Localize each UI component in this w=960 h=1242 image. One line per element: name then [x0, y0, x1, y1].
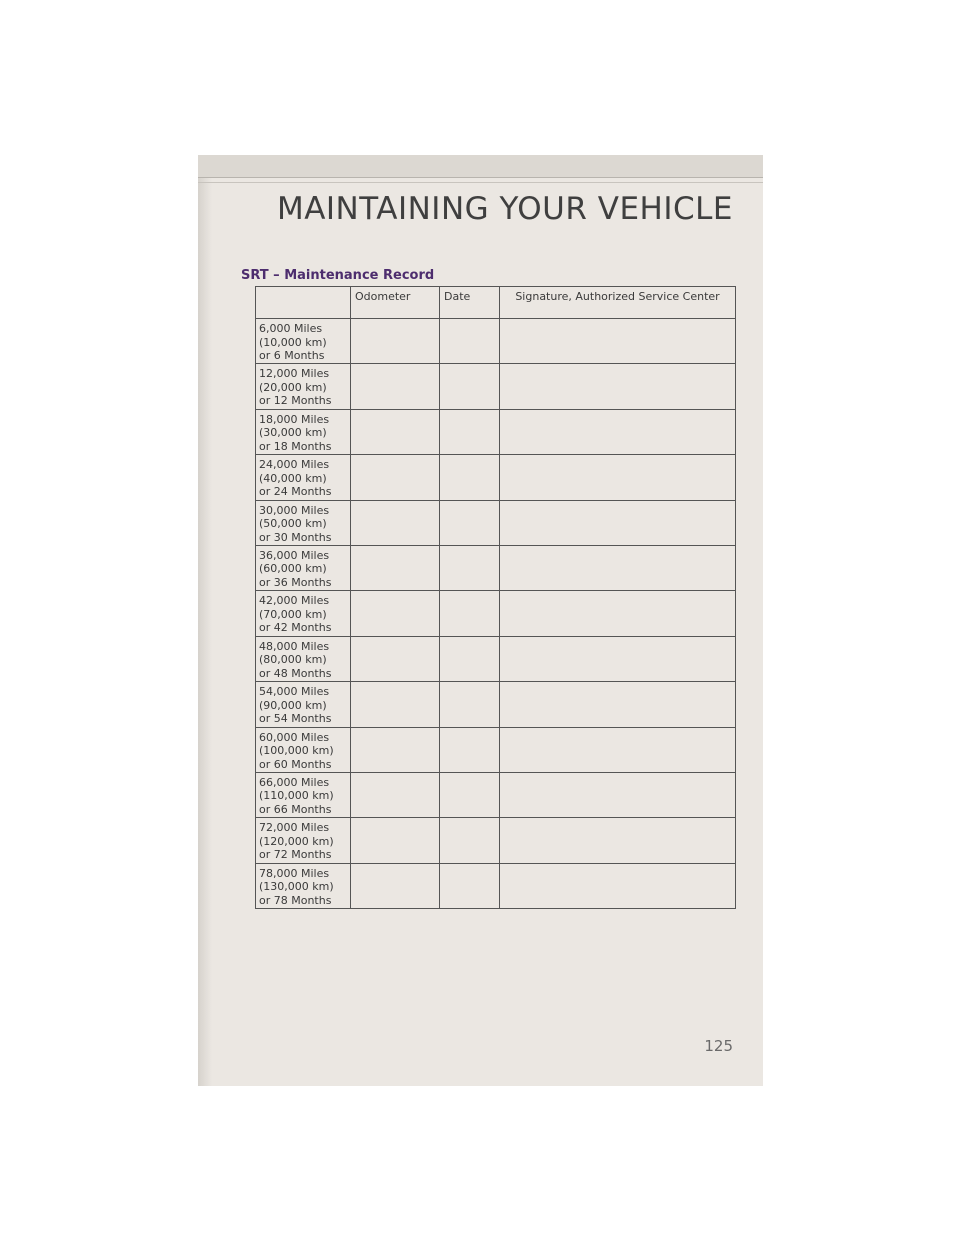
odometer-entry-cell[interactable]: [351, 455, 440, 500]
date-entry-cell[interactable]: [440, 500, 500, 545]
odometer-entry-cell[interactable]: [351, 319, 440, 364]
interval-cell: 24,000 Miles (40,000 km) or 24 Months: [256, 455, 351, 500]
table-row: [256, 319, 736, 364]
date-entry-cell[interactable]: [440, 455, 500, 500]
signature-entry-cell[interactable]: [500, 364, 736, 409]
odometer-entry-cell[interactable]: [351, 772, 440, 817]
table-row: [256, 409, 736, 454]
table-row: [256, 591, 736, 636]
odometer-entry-cell[interactable]: [351, 636, 440, 681]
signature-entry-cell[interactable]: [500, 455, 736, 500]
interval-cell: 72,000 Miles (120,000 km) or 72 Months: [256, 818, 351, 863]
odometer-entry-cell[interactable]: [351, 863, 440, 908]
table-row: [256, 500, 736, 545]
header-band: [198, 155, 763, 177]
signature-entry-cell[interactable]: [500, 682, 736, 727]
table-row: [256, 545, 736, 590]
date-entry-cell[interactable]: [440, 682, 500, 727]
table-row: [256, 727, 736, 772]
signature-entry-cell[interactable]: [500, 409, 736, 454]
table-row: [256, 455, 736, 500]
date-column-header: Date: [440, 287, 500, 319]
page-edge-shadow: [198, 155, 212, 1086]
maintenance-record-table: [255, 286, 736, 909]
interval-cell: 12,000 Miles (20,000 km) or 12 Months: [256, 364, 351, 409]
header-rule-bottom: [198, 182, 763, 183]
date-entry-cell[interactable]: [440, 863, 500, 908]
interval-cell: 6,000 Miles (10,000 km) or 6 Months: [256, 319, 351, 364]
interval-cell: 42,000 Miles (70,000 km) or 42 Months: [256, 591, 351, 636]
date-entry-cell[interactable]: [440, 364, 500, 409]
interval-cell: 60,000 Miles (100,000 km) or 60 Months: [256, 727, 351, 772]
interval-cell: 54,000 Miles (90,000 km) or 54 Months: [256, 682, 351, 727]
section-title: MAINTAINING YOUR VEHICLE: [276, 191, 733, 227]
date-entry-cell[interactable]: [440, 591, 500, 636]
date-entry-cell[interactable]: [440, 319, 500, 364]
signature-entry-cell[interactable]: [500, 863, 736, 908]
date-entry-cell[interactable]: [440, 818, 500, 863]
table-row: [256, 682, 736, 727]
signature-column-header: Signature, Authorized Service Center: [500, 287, 736, 319]
odometer-entry-cell[interactable]: [351, 727, 440, 772]
table-row: [256, 772, 736, 817]
table-header-row: [256, 287, 736, 319]
interval-cell: 30,000 Miles (50,000 km) or 30 Months: [256, 500, 351, 545]
odometer-entry-cell[interactable]: [351, 682, 440, 727]
page-number: 125: [704, 1037, 733, 1055]
interval-cell: 36,000 Miles (60,000 km) or 36 Months: [256, 545, 351, 590]
date-entry-cell[interactable]: [440, 727, 500, 772]
date-entry-cell[interactable]: [440, 409, 500, 454]
odometer-entry-cell[interactable]: [351, 545, 440, 590]
signature-entry-cell[interactable]: [500, 772, 736, 817]
odometer-entry-cell[interactable]: [351, 591, 440, 636]
table-row: [256, 364, 736, 409]
odometer-entry-cell[interactable]: [351, 500, 440, 545]
odometer-entry-cell[interactable]: [351, 818, 440, 863]
signature-entry-cell[interactable]: [500, 591, 736, 636]
interval-column-header: [256, 287, 351, 319]
header-rule-top: [198, 177, 763, 178]
record-rows: [256, 319, 736, 909]
date-entry-cell[interactable]: [440, 636, 500, 681]
maintenance-record-title: SRT – Maintenance Record: [241, 268, 435, 283]
signature-entry-cell[interactable]: [500, 636, 736, 681]
interval-cell: 66,000 Miles (110,000 km) or 66 Months: [256, 772, 351, 817]
odometer-column-header: Odometer: [351, 287, 440, 319]
interval-cell: 18,000 Miles (30,000 km) or 18 Months: [256, 409, 351, 454]
table-row: [256, 863, 736, 908]
odometer-entry-cell[interactable]: [351, 409, 440, 454]
signature-entry-cell[interactable]: [500, 319, 736, 364]
signature-entry-cell[interactable]: [500, 500, 736, 545]
odometer-entry-cell[interactable]: [351, 364, 440, 409]
signature-entry-cell[interactable]: [500, 727, 736, 772]
table-row: [256, 636, 736, 681]
date-entry-cell[interactable]: [440, 772, 500, 817]
manual-page: [198, 155, 763, 1086]
signature-entry-cell[interactable]: [500, 818, 736, 863]
table-row: [256, 818, 736, 863]
date-entry-cell[interactable]: [440, 545, 500, 590]
interval-cell: 78,000 Miles (130,000 km) or 78 Months: [256, 863, 351, 908]
signature-entry-cell[interactable]: [500, 545, 736, 590]
interval-cell: 48,000 Miles (80,000 km) or 48 Months: [256, 636, 351, 681]
